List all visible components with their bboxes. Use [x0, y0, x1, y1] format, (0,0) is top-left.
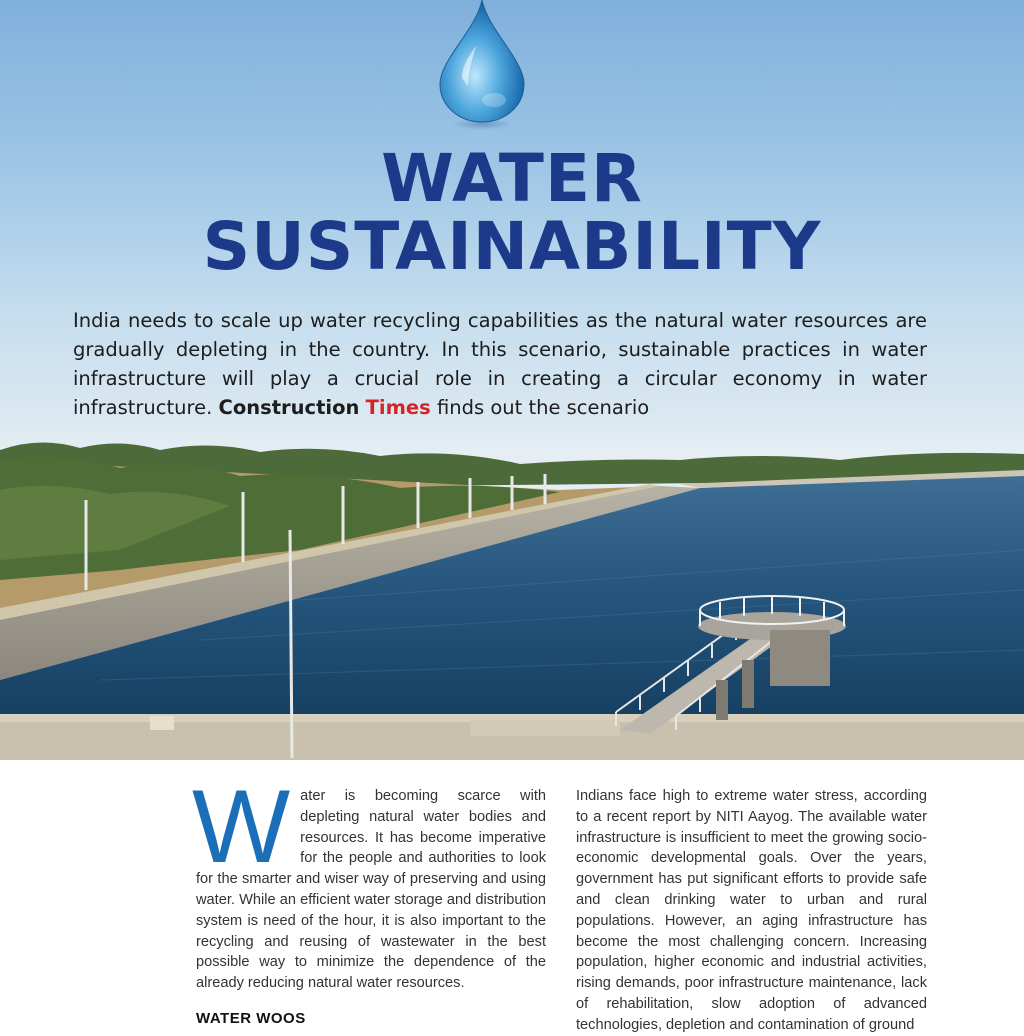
standfirst-text: India needs to scale up water recycling capabilities as the natural water resources are gradually depleting in the country. In this scenario, sustainable practices in water infrastructure will play a crucial role in creating a circular economy in water infrastructure.	[73, 309, 927, 419]
column-left	[192, 769, 546, 994]
body-paragraph: Indians face high to extreme water stress, according to a recent report by NITI Aayog. The available water infrastructure is insufficient to meet the growing socio-economic developmental goals. Over the years, government has put significant efforts to provide safe and clean drinking water to urban and rural populations. However, an aging infrastructure has become the most challenging concern. Increasing population, higher economic and industrial activities, rising demands, poor infrastructure maintenance, lack of rehabilitation, slow adoption of advanced technologies, depletion and contamination of ground	[576, 788, 927, 1033]
lead-paragraph: ater is becoming scarce with depleting natural water bodies and resources. It has become imperative for the people and authorities to look for the smarter and wiser way of preserving and using water. While an efficient water storage and distribution system is need of the hour, it is also important to the recycling and reusing of wastewater in the best possible way to minimize the dependence of the already reducing natural water resources.	[196, 788, 546, 992]
brand-name-part1: Construction	[218, 396, 360, 419]
drop-cap: W	[192, 769, 291, 885]
page-title-line2: SUSTAINABILITY	[202, 208, 822, 285]
brand-name-part2: Times	[365, 396, 431, 419]
page-title-line1: WATER	[381, 140, 643, 217]
water-drop-icon	[432, 0, 532, 132]
standfirst-end: finds out the scenario	[436, 396, 650, 419]
standfirst	[73, 306, 927, 422]
column-right	[576, 786, 927, 1036]
reservoir-photo	[0, 430, 1024, 760]
section-subheading: WATER WOOS	[196, 1010, 306, 1027]
